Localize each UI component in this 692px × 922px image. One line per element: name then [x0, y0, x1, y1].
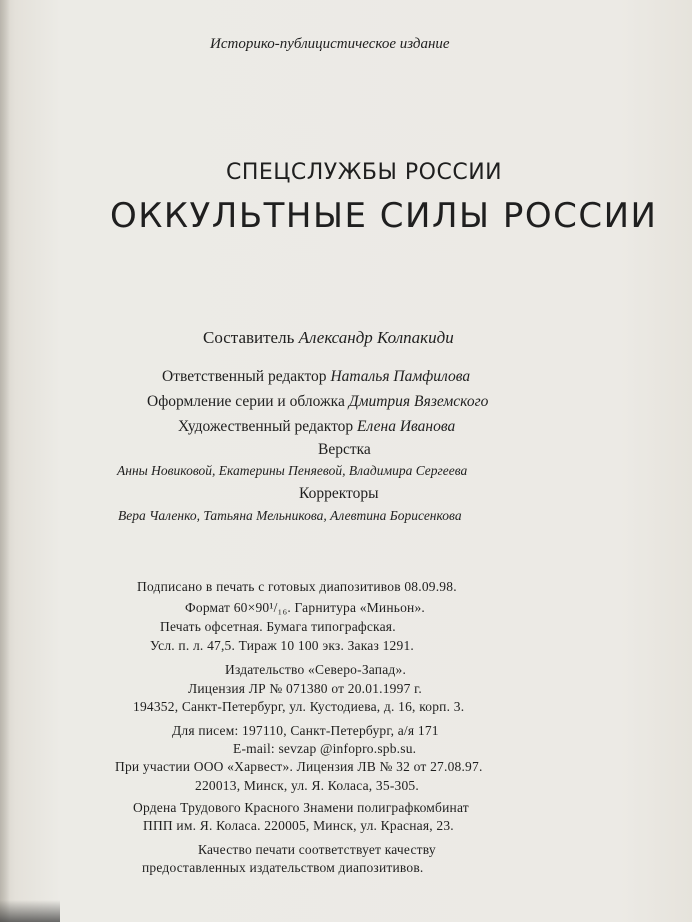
book-title: ОККУЛЬТНЫЕ СИЛЫ РОССИИ [110, 196, 658, 236]
art-editor-line [178, 418, 455, 436]
imprint-line: Усл. п. л. 47,5. Тираж 10 100 экз. Заказ 1291. [150, 638, 414, 653]
proofreaders-heading: Корректоры [299, 485, 379, 502]
layout-heading: Верстка [318, 441, 371, 458]
imprint-line: Ордена Трудового Красного Знамени полиграфкомбинат [133, 800, 469, 815]
cover-design-label: Оформление серии и обложка [147, 393, 345, 410]
imprint-line: Печать офсетная. Бумага типографская. [160, 619, 396, 634]
series-title: СПЕЦСЛУЖБЫ РОССИИ [226, 160, 503, 185]
imprint-line: Качество печати соответствует качеству [198, 842, 436, 857]
cover-design-name: Дмитрия Вяземского [348, 393, 489, 410]
imprint-line: Издательство «Северо-Запад». [225, 662, 407, 677]
imprint-line: Формат 60×90¹/₁₆. Гарнитура «Миньон». [185, 600, 426, 615]
compiler-label: Составитель [203, 328, 295, 347]
imprint-line: Подписано в печать с готовых диапозитивов 08.09.98. [137, 579, 457, 594]
responsible-editor-label: Ответственный редактор [162, 368, 327, 385]
imprint-line: E-mail: sevzap @infopro.spb.su. [233, 741, 417, 756]
page-spine-shadow [0, 0, 10, 922]
imprint-line: 220013, Минск, ул. Я. Коласа, 35-305. [195, 778, 419, 793]
responsible-editor-line [162, 368, 470, 386]
imprint-line: Лицензия ЛР № 071380 от 20.01.1997 г. [188, 681, 422, 696]
responsible-editor-name: Наталья Памфилова [330, 368, 471, 385]
art-editor-name: Елена Иванова [357, 418, 456, 435]
imprint-line: ППП им. Я. Коласа. 220005, Минск, ул. Красная, 23. [143, 818, 454, 833]
proofreaders-names: Вера Чаленко, Татьяна Мельникова, Алевтина Борисенкова [118, 508, 462, 523]
layout-names: Анны Новиковой, Екатерины Пеняевой, Владимира Сергеева [117, 463, 468, 478]
imprint-line: Для писем: 197110, Санкт-Петербург, а/я 171 [172, 723, 439, 738]
imprint-line: 194352, Санкт-Петербург, ул. Кустодиева, д. 16, корп. 3. [133, 699, 465, 714]
art-editor-label: Художественный редактор [178, 418, 354, 435]
imprint-line: При участии ООО «Харвест». Лицензия ЛВ № 32 от 27.08.97. [115, 759, 483, 774]
cover-design-line [147, 393, 488, 411]
imprint-line: предоставленных издательством диапозитивов. [142, 860, 424, 875]
compiler-line [203, 328, 454, 348]
compiler-name: Александр Колпакиди [298, 328, 454, 347]
page-edge-shadow [0, 900, 60, 922]
edition-subtitle: Историко-публицистическое издание [210, 36, 450, 52]
